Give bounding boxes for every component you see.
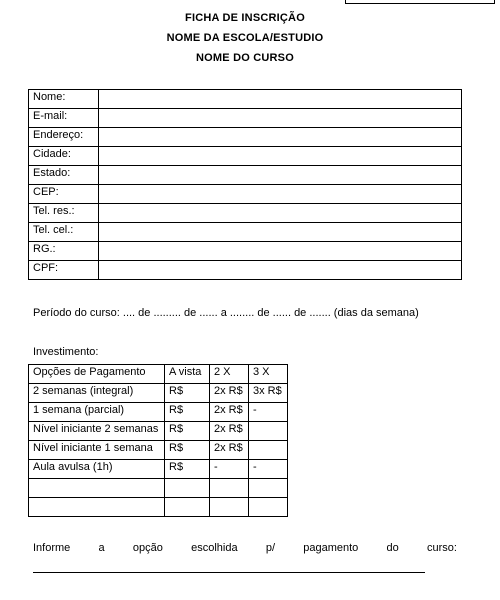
payment-column-header: A vista — [165, 365, 210, 384]
payment-price-cell — [249, 479, 288, 498]
payment-price-cell: - — [249, 403, 288, 422]
form-field-label: Nome: — [29, 90, 99, 109]
course-name: NOME DO CURSO — [196, 52, 294, 64]
payment-option-cell — [29, 498, 165, 517]
form-field-label: Estado: — [29, 166, 99, 185]
form-field-input[interactable] — [99, 166, 462, 185]
form-row — [29, 166, 462, 185]
inform-word: curso: — [427, 542, 457, 554]
form-row — [29, 261, 462, 280]
payment-price-cell — [249, 422, 288, 441]
inform-word: opção — [132, 542, 163, 554]
payment-row — [29, 498, 288, 517]
payment-option-cell: Nível iniciante 2 semanas — [29, 422, 165, 441]
payment-row — [29, 460, 288, 479]
payment-option-cell: Aula avulsa (1h) — [29, 460, 165, 479]
investment-label: Investimento: — [33, 346, 99, 358]
form-field-label: Tel. res.: — [29, 204, 99, 223]
form-field-input[interactable] — [99, 242, 462, 261]
payment-answer-line[interactable] — [33, 572, 425, 573]
form-field-label: E-mail: — [29, 109, 99, 128]
form-field-label: Endereço: — [29, 128, 99, 147]
form-row — [29, 147, 462, 166]
payment-column-header: Opções de Pagamento — [29, 365, 165, 384]
inform-word: escolhida — [191, 542, 238, 554]
payment-price-cell — [249, 498, 288, 517]
payment-price-cell — [249, 441, 288, 460]
form-row — [29, 204, 462, 223]
payment-option-cell — [29, 479, 165, 498]
form-field-input[interactable] — [99, 128, 462, 147]
top-right-box — [345, 0, 495, 4]
form-field-input[interactable] — [99, 261, 462, 280]
form-field-input[interactable] — [99, 185, 462, 204]
payment-column-header: 2 X — [210, 365, 249, 384]
form-field-label: RG.: — [29, 242, 99, 261]
inform-word: a — [98, 542, 105, 554]
form-row — [29, 128, 462, 147]
form-field-input[interactable] — [99, 204, 462, 223]
form-field-label: CPF: — [29, 261, 99, 280]
inform-word: Informe — [33, 542, 71, 554]
form-field-label: Cidade: — [29, 147, 99, 166]
payment-price-cell: 2x R$ — [210, 384, 249, 403]
form-row — [29, 242, 462, 261]
payment-price-cell: 3x R$ — [249, 384, 288, 403]
payment-price-cell: 2x R$ — [210, 422, 249, 441]
payment-price-cell: 2x R$ — [210, 403, 249, 422]
school-name: NOME DA ESCOLA/ESTUDIO — [166, 32, 324, 44]
form-field-label: CEP: — [29, 185, 99, 204]
payment-price-cell — [165, 498, 210, 517]
payment-option-cell: 1 semana (parcial) — [29, 403, 165, 422]
payment-price-cell: R$ — [165, 384, 210, 403]
payment-row — [29, 479, 288, 498]
form-field-input[interactable] — [99, 90, 462, 109]
payment-options-table — [28, 364, 288, 517]
payment-price-cell: R$ — [165, 403, 210, 422]
payment-price-cell: R$ — [165, 441, 210, 460]
payment-option-cell: 2 semanas (integral) — [29, 384, 165, 403]
inform-word: pagamento — [303, 542, 359, 554]
form-field-input[interactable] — [99, 223, 462, 242]
registration-form-table — [28, 89, 462, 280]
payment-price-cell: - — [249, 460, 288, 479]
form-row — [29, 185, 462, 204]
form-row — [29, 223, 462, 242]
form-row — [29, 109, 462, 128]
payment-price-cell — [165, 479, 210, 498]
payment-row — [29, 422, 288, 441]
payment-price-cell: R$ — [165, 460, 210, 479]
payment-row — [29, 384, 288, 403]
form-field-input[interactable] — [99, 109, 462, 128]
form-field-label: Tel. cel.: — [29, 223, 99, 242]
payment-price-cell: R$ — [165, 422, 210, 441]
payment-column-header: 3 X — [249, 365, 288, 384]
inform-payment-text — [33, 542, 457, 554]
inform-word: do — [386, 542, 399, 554]
payment-price-cell: 2x R$ — [210, 441, 249, 460]
payment-row — [29, 403, 288, 422]
form-row — [29, 90, 462, 109]
payment-option-cell: Nível iniciante 1 semana — [29, 441, 165, 460]
inform-word: p/ — [265, 542, 276, 554]
form-field-input[interactable] — [99, 147, 462, 166]
payment-price-cell: - — [210, 460, 249, 479]
payment-price-cell — [210, 498, 249, 517]
payment-row — [29, 441, 288, 460]
payment-header-row — [29, 365, 288, 384]
form-title: FICHA DE INSCRIÇÃO — [185, 12, 305, 24]
payment-price-cell — [210, 479, 249, 498]
course-period-text: Período do curso: .... de ......... de ...... a ........ de ...... de ....... (dias da semana) — [33, 307, 419, 319]
